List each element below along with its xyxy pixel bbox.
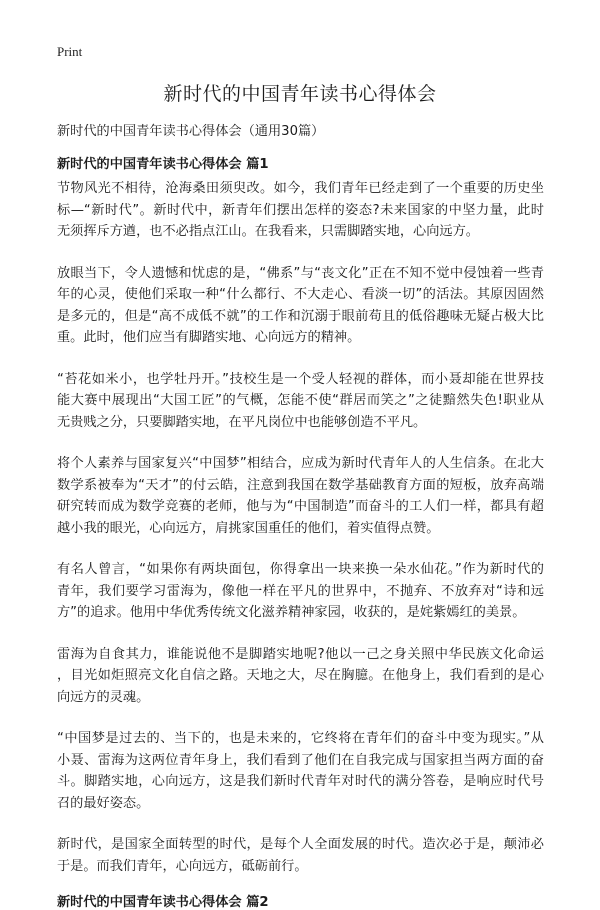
paragraph-line: 放眼当下，令人遗憾和忧虑的是，“佛系”与“丧文化”正在不知不觉中侵蚀着一些青	[57, 265, 544, 281]
paragraph-line: 年的心灵，使他们采取一种“什么都行、不大走心、看淡一切”的活法。其原因固然	[57, 287, 544, 302]
paragraph-line: 无贵贱之分，只要脚踏实地，在平凡岗位中也能够创造不平凡。	[57, 414, 427, 430]
paragraph-line: “苔花如米小，也学牡丹开。”技校生是一个受人轻视的群体，而小聂却能在世界技	[57, 371, 544, 387]
paragraph-line: 节物风光不相待，沧海桑田须臾改。如今，我们青年已经走到了一个重要的历史坐	[57, 181, 544, 196]
paragraph-line: 是多元的，但是“高不成低不就”的工作和沉溺于眼前苟且的低俗趣味无疑占极大比	[57, 308, 544, 324]
paragraph-line: 向远方的灵魂。	[57, 689, 150, 705]
paragraph-line: 召的最好姿态。	[57, 795, 150, 811]
paragraph-line: 研究转而成为数学竞赛的老师，他与为“中国制造”而奋斗的工人们一样，都具有超	[57, 499, 544, 514]
paragraph-8	[57, 834, 544, 877]
paragraph-line: 有名人曾言，“如果你有两块面包，你得拿出一块来换一朵水仙花。”作为新时代的	[57, 562, 544, 577]
paragraph-line: 标—“新时代”。新时代中，新青年们摆出怎样的姿态?未来国家的中坚力量，此时	[57, 202, 544, 218]
section-heading-1: 新时代的中国青年读书心得体会 篇1	[57, 157, 269, 172]
paragraph-line: ，目光如炬照亮文化自信之路。天地之大，尽在胸臆。在他身上，我们看到的是心	[57, 668, 544, 683]
paragraph-line: 新时代，是国家全面转型的时代，是每个人全面发展的时代。造次必于是，颠沛必	[57, 837, 544, 852]
paragraph-line: 无须挥斥方遒，也不必指点江山。在我看来，只需脚踏实地，心向远方。	[57, 224, 479, 239]
paragraph-3	[57, 369, 544, 434]
paragraph-line: 数学系被奉为“天才”的付云皓，注意到我国在数学基础教育方面的短板，放弃高端	[57, 477, 544, 493]
paragraph-line: 雷海为自食其力，谁能说他不是脚踏实地呢?他以一己之身关照中华民族文化命运	[57, 646, 544, 662]
paragraph-1	[57, 178, 544, 243]
paragraph-4	[57, 453, 544, 539]
paragraph-line: 青年，我们要学习雷海为，像他一样在平凡的世界中，不抛弃、不放弃对“诗和远	[57, 583, 544, 599]
document-subtitle: 新时代的中国青年读书心得体会（通用30篇）	[57, 124, 325, 139]
paragraph-line: 斗。脚踏实地，心向远方，这是我们新时代青年对时代的满分答卷，是响应时代号	[57, 774, 544, 789]
paragraph-line: 于是。而我们青年，心向远方，砥砺前行。	[57, 858, 308, 874]
print-link[interactable]: Print	[57, 44, 83, 59]
section-heading-2: 新时代的中国青年读书心得体会 篇2	[57, 895, 269, 910]
paragraph-2	[57, 263, 544, 349]
paragraph-5	[57, 559, 544, 624]
paragraph-line: 越小我的眼光，心向远方，肩挑家国重任的他们，着实值得点赞。	[57, 520, 440, 536]
paragraph-line: 小聂、雷海为这两位青年身上，我们看到了他们在自我完成与国家担当两方面的奋	[57, 752, 544, 768]
page-title: 新时代的中国青年读书心得体会	[163, 83, 437, 105]
paragraph-line: “中国梦是过去的、当下的，也是未来的，它终将在青年们的奋斗中变为现实。”从	[57, 731, 544, 746]
paragraph-line: 将个人素养与国家复兴“中国梦”相结合，应成为新时代青年人的人生信条。在北大	[57, 456, 544, 471]
paragraph-line: 方”的追求。他用中华优秀传统文化滋养精神家园，收获的，是姹紫嫣红的美景。	[57, 605, 526, 620]
paragraph-line: 重。此时，他们应当有脚踏实地、心向远方的精神。	[57, 330, 361, 345]
paragraph-line: 能大赛中展现出“大国工匠”的气概，怎能不使“群居而笑之”之徒黯然失色!职业从	[57, 393, 544, 408]
